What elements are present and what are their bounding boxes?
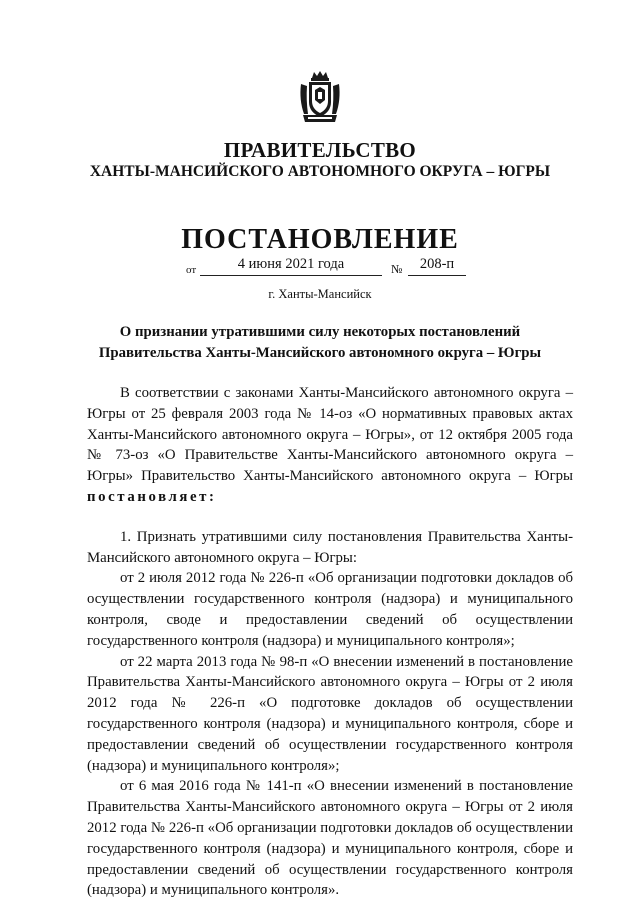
document-number: 208-п [408, 256, 466, 276]
decree-word: постановляет: [87, 488, 217, 505]
preamble-paragraph [87, 383, 573, 508]
document-title [75, 322, 565, 364]
coat-of-arms-icon [298, 70, 342, 124]
document-type: ПОСТАНОВЛЕНИЕ [181, 224, 459, 255]
item-paragraph-3: от 22 марта 2013 года № 98-п «О внесении изменений в постановление Правительства Ханты-Мансийского автономного округа – Югры от 2 июля 2012 года № 226-п «О подготовке докладов об осуществлении государственного контроля (надзора) и муниципального контроля, сборе и предоставлении сведений об осуществлении государственного контроля (надзора) и муниципального контроля»; [87, 653, 573, 774]
title-line-1: О признании утратившими силу некоторых постановлений [119, 324, 521, 340]
city: г. Ханты-Мансийск [268, 287, 372, 301]
organization-name: ПРАВИТЕЛЬСТВО [223, 138, 417, 162]
date-number-line [0, 256, 640, 280]
item-paragraph-1: 1. Признать утратившими силу постановления Правительства Ханты-Мансийского автономного округа – Югры: [87, 528, 573, 566]
item-paragraph-4: от 6 мая 2016 года № 141-п «О внесении изменений в постановление Правительства Ханты-Мансийского автономного округа – Югры от 2 июля 2012 года № 226-п «Об организации подготовки докладов об осуществлении государственного контроля (надзора) и муниципального контроля, сборе и предоставлении сведений об осуществлении государственного контроля (надзора) и муниципального контроля». [87, 778, 573, 899]
item-paragraph-2: от 2 июля 2012 года № 226-п «Об организации подготовки докладов об осуществлении государственного контроля (надзора) и муниципального контроля, своде и предоставлении сведений об осуществлении государственного контроля (надзора) и муниципального контроля»; [87, 570, 573, 649]
date-prefix: от [186, 264, 197, 276]
document-body [87, 383, 573, 901]
document-date: 4 июня 2021 года [200, 256, 382, 276]
title-line-2: Правительства Ханты-Мансийского автономного округа – Югры [98, 345, 542, 361]
organization-region: ХАНТЫ-МАНСИЙСКОГО АВТОНОМНОГО ОКРУГА – ЮГРЫ [89, 163, 551, 180]
number-prefix: № [391, 262, 403, 276]
preamble-text: В соответствии с законами Ханты-Мансийского автономного округа – Югры от 25 февраля 2003 года № 14-оз «О нормативных правовых актах Ханты-Мансийского автономного округа – Югры», от 12 октября 2005 года № 73-оз «О Правительстве Ханты-Мансийского автономного округа – Югры» Правительство Ханты-Мансийского автономного округа – Югры [87, 385, 573, 485]
